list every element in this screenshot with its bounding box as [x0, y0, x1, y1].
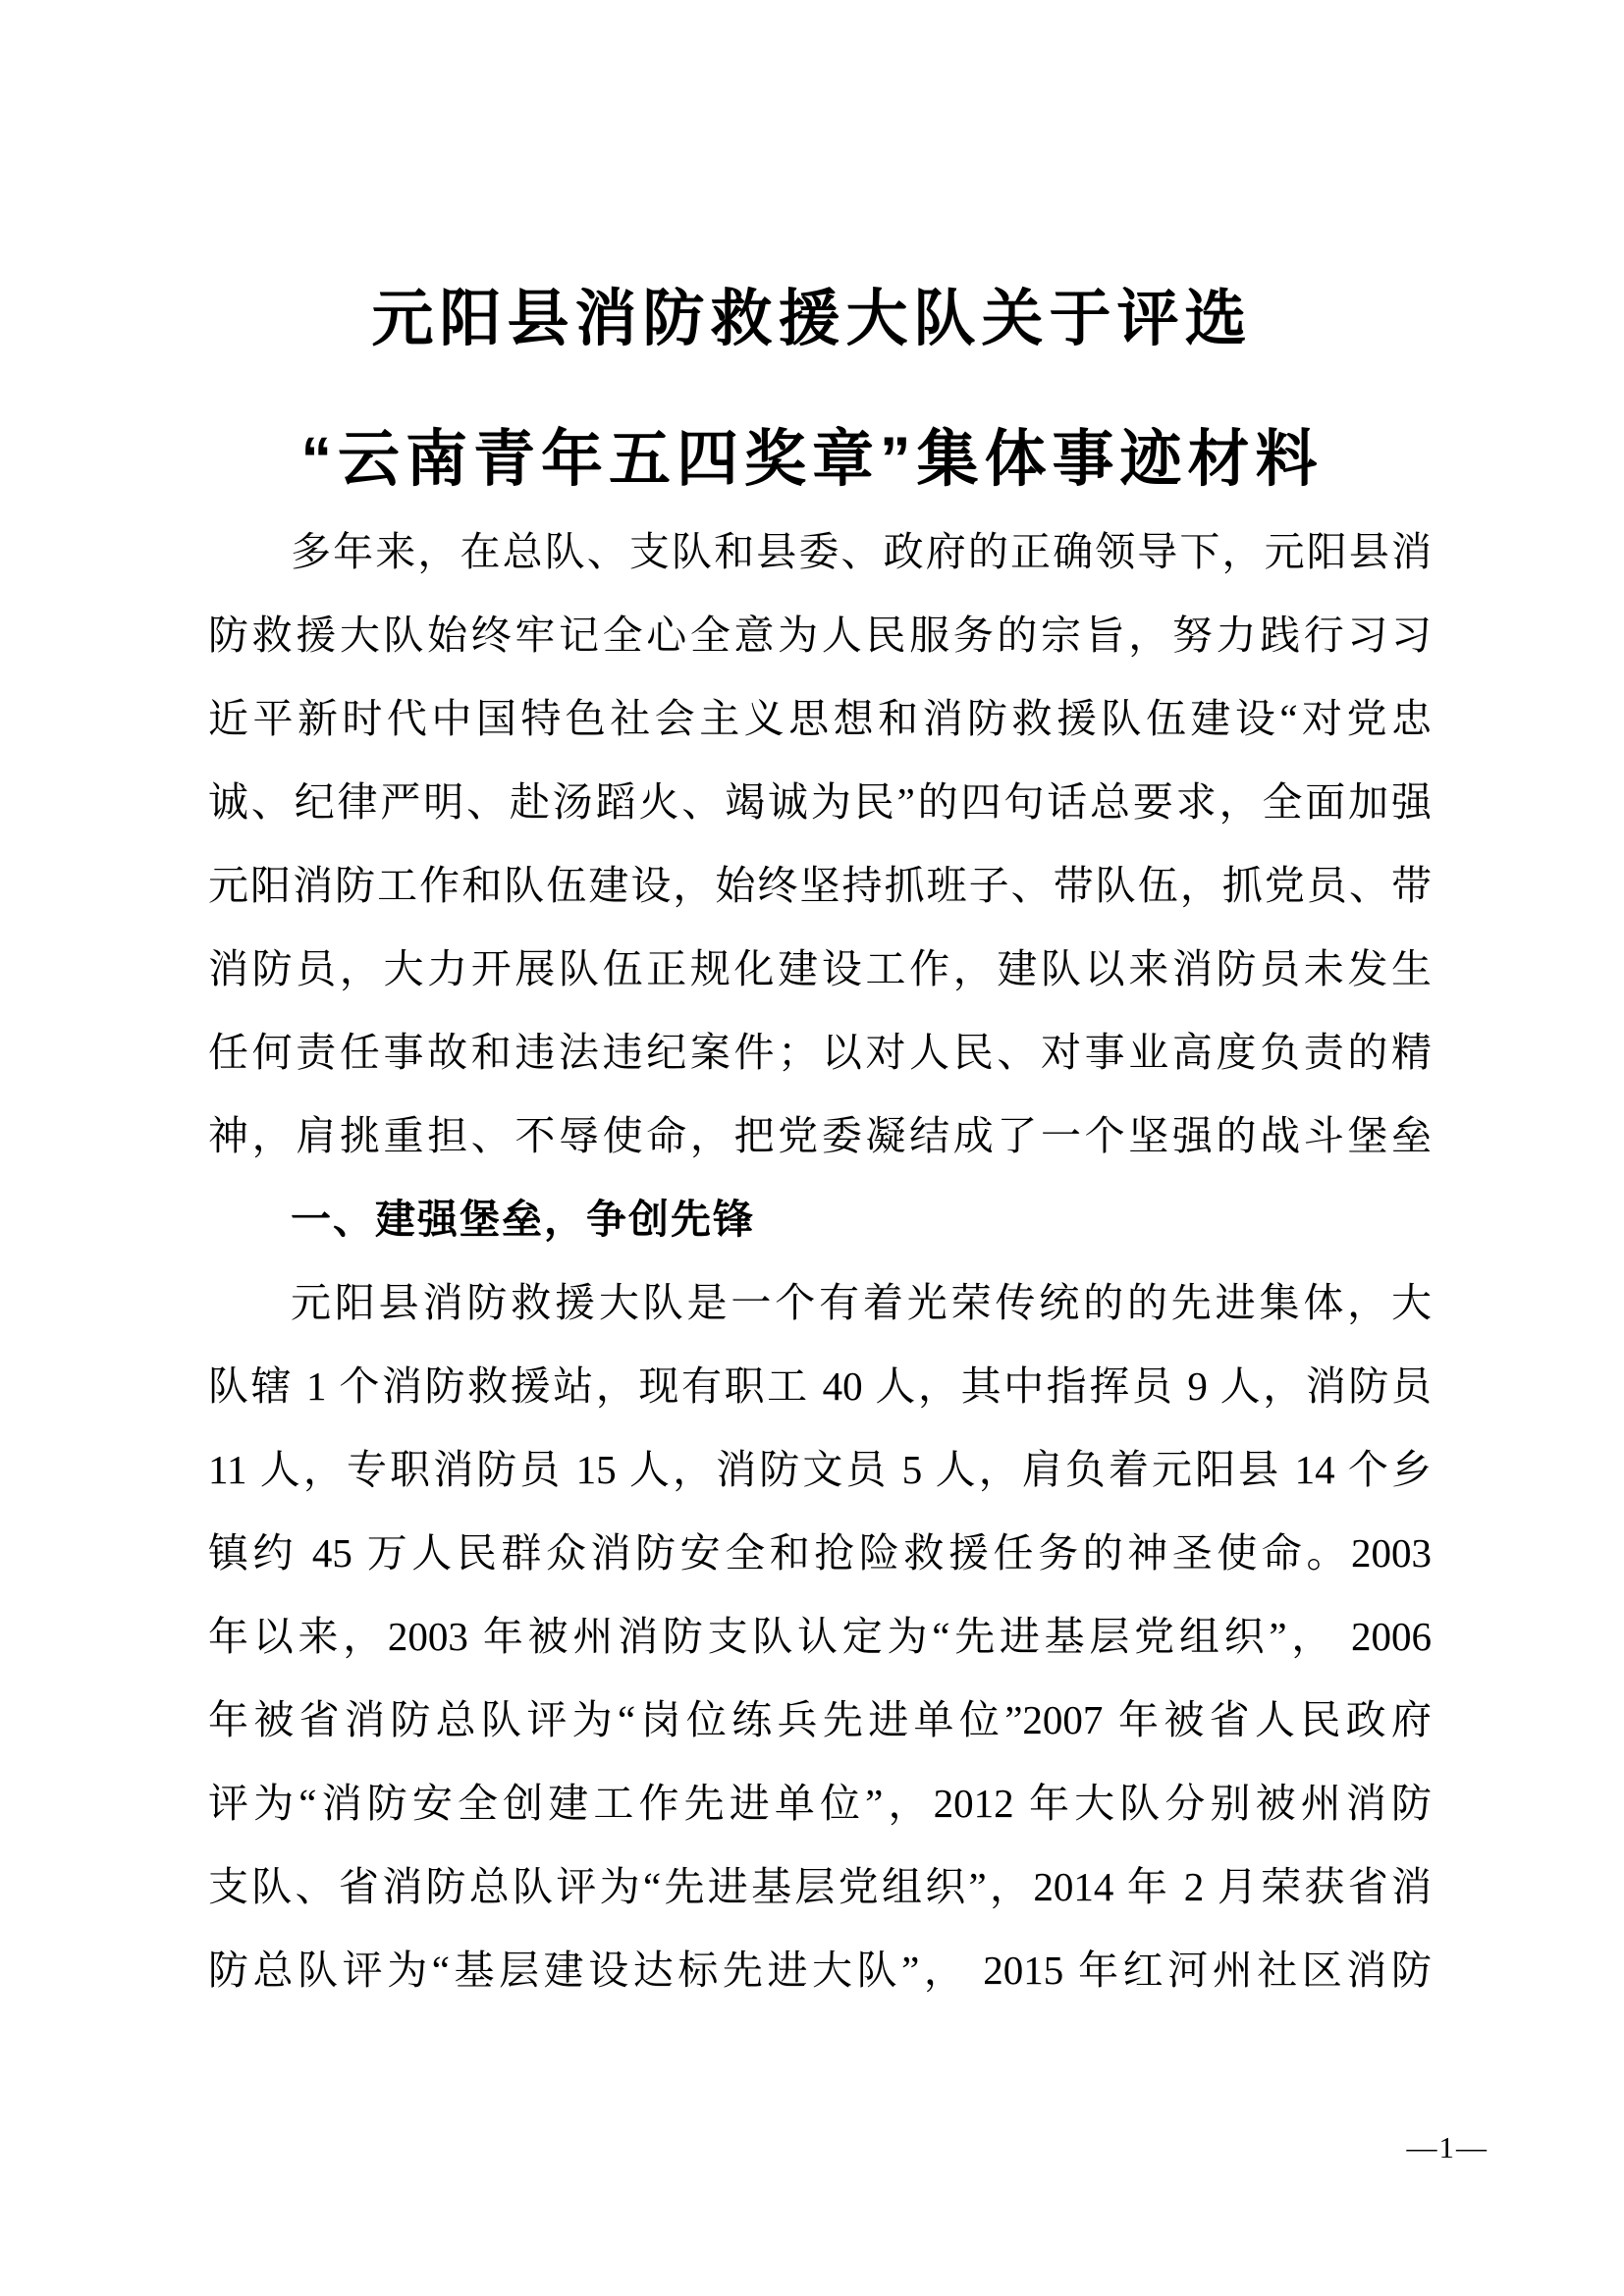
paragraph-line: 元阳消防工作和队伍建设，始终坚持抓班子、带队伍，抓党员、带: [208, 863, 1432, 908]
paragraph-line: 防救援大队始终牢记全心全意为人民服务的宗旨，努力践行习习: [208, 613, 1432, 658]
document-title: [0, 249, 1624, 530]
section-heading: 一、建强堡垒，争创先锋: [291, 1197, 755, 1242]
doc-title-line-2: “云南青年五四奖章”集体事迹材料: [300, 425, 1324, 494]
paragraph-line: 任何责任事故和违法违纪案件；以对人民、对事业高度负责的精: [208, 1030, 1432, 1075]
paragraph-line: 队辖 1 个消防救援站，现有职工 40 人，其中指挥员 9 人，消防员: [208, 1363, 1432, 1409]
paragraph-line: 近平新时代中国特色社会主义思想和消防救援队伍建设“对党忠: [208, 696, 1432, 741]
paragraph-line: 元阳县消防救援大队是一个有着光荣传统的的先进集体，大: [291, 1280, 1432, 1325]
paragraph-line: 支队、省消防总队评为“先进基层党组织”，2014 年 2 月荣获省消: [208, 1864, 1432, 1909]
page-number: —1—: [1406, 2130, 1489, 2164]
paragraph-line: 镇约 45 万人民群众消防安全和抢险救援任务的神圣使命。2003: [208, 1530, 1432, 1575]
paragraph-line: 评为“消防安全创建工作先进单位”，2012 年大队分别被州消防: [208, 1781, 1432, 1826]
document-body: [208, 510, 1432, 2012]
paragraph-line: 神，肩挑重担、不辱使命，把党委凝结成了一个坚强的战斗堡垒: [208, 1113, 1432, 1158]
paragraph-line: 11 人，专职消防员 15 人，消防文员 5 人，肩负着元阳县 14 个乡: [208, 1447, 1432, 1492]
paragraph-line: 诚、纪律严明、赴汤蹈火、竭诚为民”的四句话总要求，全面加强: [208, 779, 1432, 825]
paragraph-line: 多年来，在总队、支队和县委、政府的正确领导下，元阳县消: [291, 529, 1432, 574]
paragraph-line: 消防员，大力开展队伍正规化建设工作，建队以来消防员未发生: [208, 946, 1432, 991]
doc-title-line-1: 元阳县消防救援大队关于评选: [371, 285, 1253, 353]
paragraph-line: 年被省消防总队评为“岗位练兵先进单位”2007 年被省人民政府: [208, 1697, 1432, 1742]
paragraph-line: 防总队评为“基层建设达标先进大队”， 2015 年红河州社区消防: [208, 1948, 1432, 1993]
paragraph-line: 年以来，2003 年被州消防支队认定为“先进基层党组织”， 2006: [208, 1614, 1432, 1659]
